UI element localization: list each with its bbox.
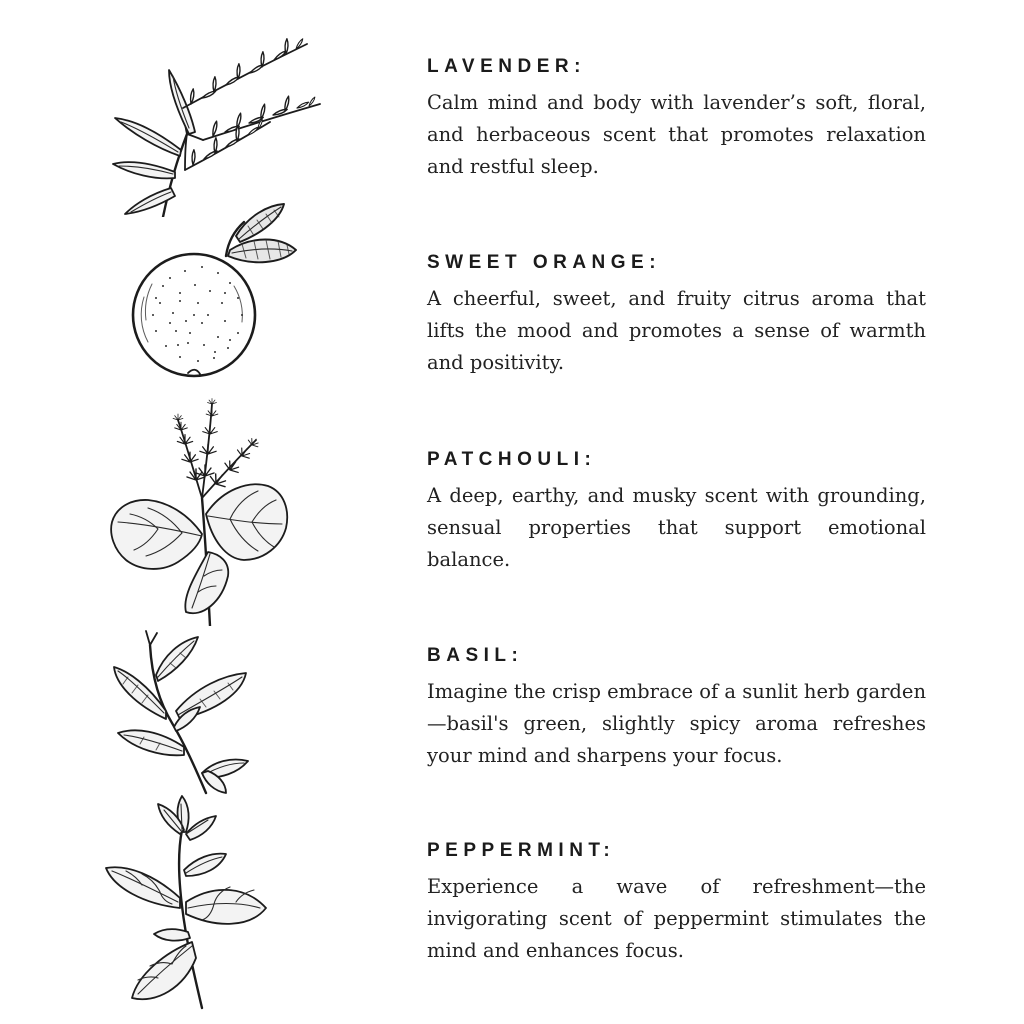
peppermint-heading: PEPPERMINT: [427, 840, 616, 861]
section-patchouli [427, 450, 926, 576]
patchouli-illustration [60, 388, 305, 626]
basil-illustration [76, 615, 266, 795]
basil-heading: BASIL: [427, 645, 524, 666]
section-sweet-orange [427, 253, 926, 379]
section-lavender [427, 57, 926, 183]
patchouli-heading: PATCHOULI: [427, 449, 597, 470]
sweet-orange-illustration [110, 202, 300, 382]
peppermint-sprig-icon [80, 790, 285, 1010]
lavender-description: Calm mind and body with lavender’s soft, floral, and herbaceous scent that promotes relaxation and restful sleep. [427, 91, 926, 178]
lavender-sprig-icon [85, 22, 330, 217]
orange-fruit-icon [110, 202, 300, 382]
basil-description: Imagine the crisp embrace of a sunlit herb garden—basil's green, slightly spicy aroma refreshes your mind and sharpens your focus. [427, 680, 926, 767]
section-basil [427, 646, 926, 772]
patchouli-description: A deep, earthy, and musky scent with grounding, sensual properties that support emotional balance. [427, 484, 926, 571]
peppermint-illustration [80, 790, 285, 1010]
patchouli-leaves-icon [60, 388, 305, 626]
lavender-illustration [85, 22, 330, 217]
sweet-orange-heading: SWEET ORANGE: [427, 252, 662, 273]
peppermint-description: Experience a wave of refreshment—the invigorating scent of peppermint stimulates the mind and enhances focus. [427, 875, 926, 962]
lavender-heading: LAVENDER: [427, 56, 586, 77]
section-peppermint [427, 841, 926, 967]
basil-sprig-icon [76, 615, 266, 795]
sweet-orange-description: A cheerful, sweet, and fruity citrus aroma that lifts the mood and promotes a sense of warmth and positivity. [427, 287, 926, 374]
